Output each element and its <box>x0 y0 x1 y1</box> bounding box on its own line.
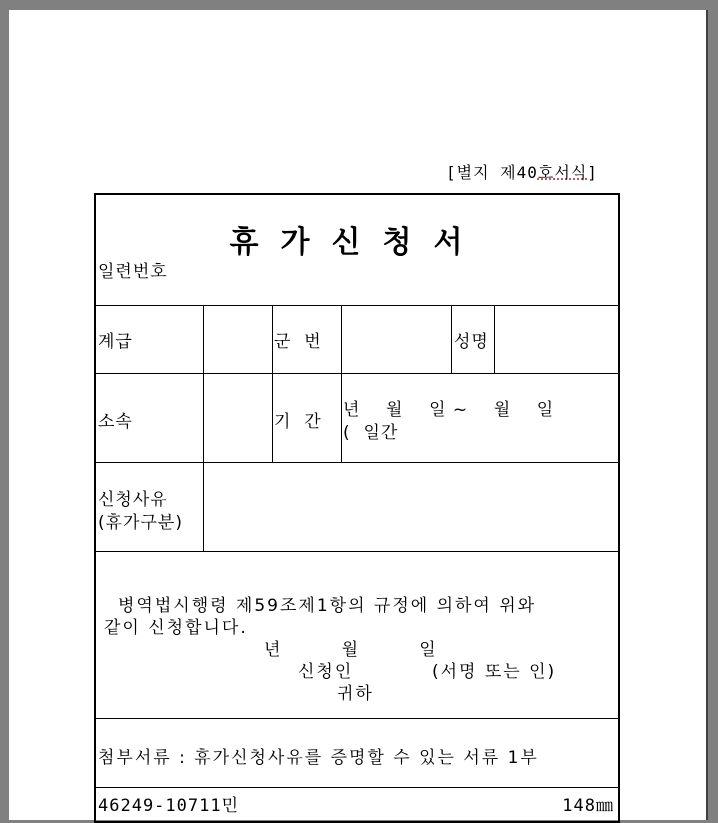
divider <box>341 305 342 462</box>
form-code: 46249-10711민 <box>98 796 240 816</box>
divider <box>96 787 618 788</box>
serial-number-label: 일련번호 <box>98 262 168 282</box>
divider <box>451 305 452 373</box>
divider <box>494 305 495 373</box>
reason-label: 신청사유 <box>98 490 168 510</box>
name-label: 성명 <box>454 332 489 352</box>
form-title: 휴가신청서 <box>229 225 485 260</box>
service-number-label: 군 번 <box>274 332 322 352</box>
form-number-underlined: 호서식 <box>537 163 588 182</box>
signature-label: (서명 또는 인) <box>432 662 557 682</box>
leave-request-form <box>94 193 620 823</box>
divider <box>96 718 618 719</box>
unit-label: 소속 <box>98 412 133 432</box>
period-days: ( 일간 <box>343 423 399 443</box>
form-number-label: [별지 제40호서식] <box>446 163 598 182</box>
applicant-label: 신청인 <box>298 662 354 682</box>
divider <box>203 305 204 551</box>
leave-type-label: (휴가구분) <box>98 513 183 533</box>
divider <box>272 305 273 462</box>
period-label: 기 간 <box>274 412 322 432</box>
divider <box>96 462 618 463</box>
divider <box>96 305 618 306</box>
recipient-label: 귀하 <box>337 684 374 704</box>
paper-size: 148㎜ <box>562 796 614 816</box>
divider <box>96 373 618 374</box>
declaration-date: 년 월 일 <box>264 640 438 660</box>
divider <box>96 551 618 552</box>
attachments-note: 첨부서류 : 휴가신청사유를 증명할 수 있는 서류 1부 <box>98 748 539 768</box>
period-dates: 년 월 일 ~ 월 일 <box>343 400 555 420</box>
declaration-line-1: 병역법시행령 제59조제1항의 규정에 의하여 위와 <box>118 596 537 616</box>
rank-label: 계급 <box>98 332 133 352</box>
declaration-line-2: 같이 신청합니다. <box>104 618 248 638</box>
